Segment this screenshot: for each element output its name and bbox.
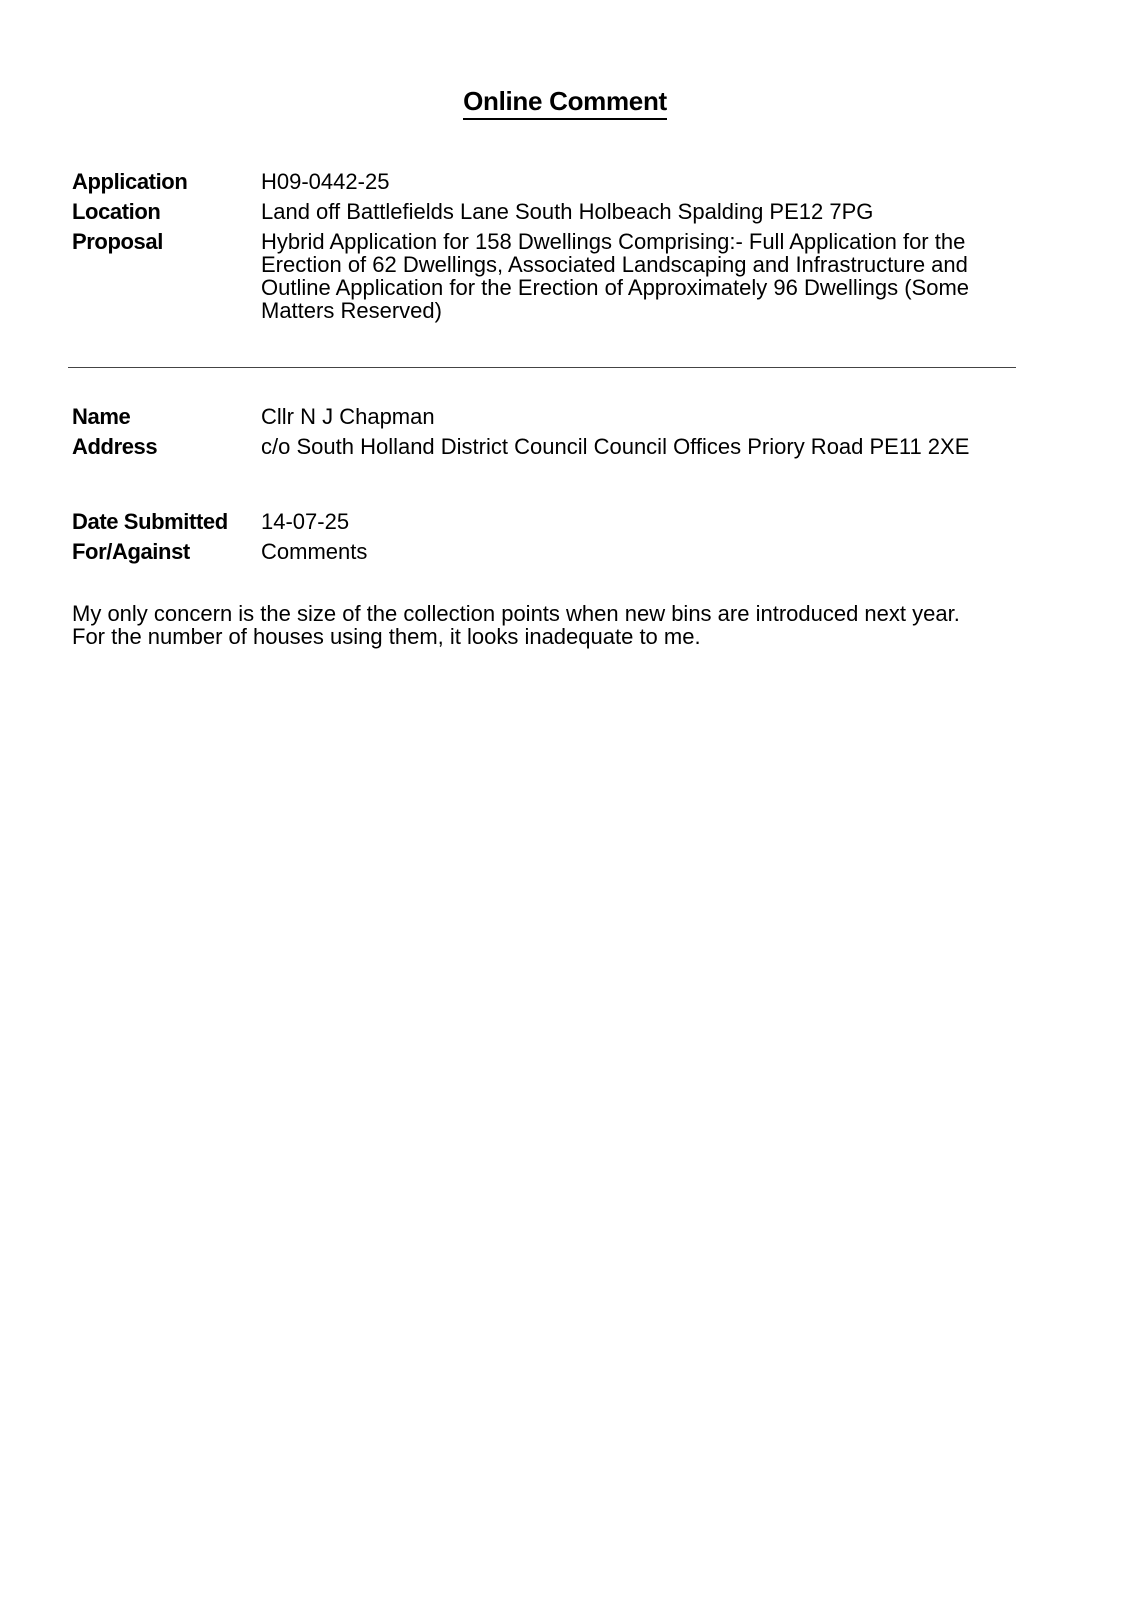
address-label: Address: [72, 434, 158, 459]
name-label: Name: [72, 404, 131, 429]
stance-value: Comments: [261, 539, 368, 564]
location-value: Land off Battlefields Lane South Holbeach Spalding PE12 7PG: [261, 199, 874, 224]
comment-line: My only concern is the size of the collection points when new bins are introduced next year.: [72, 601, 960, 626]
date-label: Date Submitted: [72, 509, 228, 534]
comment-text: [72, 602, 1032, 648]
location-label: Location: [72, 199, 161, 224]
address-value: c/o South Holland District Council Council Offices Priory Road PE11 2XE: [261, 434, 970, 459]
date-value: 14-07-25: [261, 509, 350, 534]
application-value: H09-0442-25: [261, 169, 390, 194]
name-value: Cllr N J Chapman: [261, 404, 435, 429]
proposal-value: Hybrid Application for 158 Dwellings Comprising:- Full Application for the Erection of 62 Dwellings, Associated Landscaping and Infrastructure and Outline Application for the Erection of Approximately 96 Dwellings (Some Matters Reserved): [261, 229, 970, 323]
stance-label: For/Against: [72, 539, 190, 564]
page-title-text: Online Comment: [463, 86, 667, 120]
page-title: [0, 86, 1130, 117]
section-divider: [68, 367, 1016, 368]
application-label: Application: [72, 169, 188, 194]
comment-line: For the number of houses using them, it looks inadequate to me.: [72, 624, 701, 649]
proposal-label: Proposal: [72, 229, 163, 254]
